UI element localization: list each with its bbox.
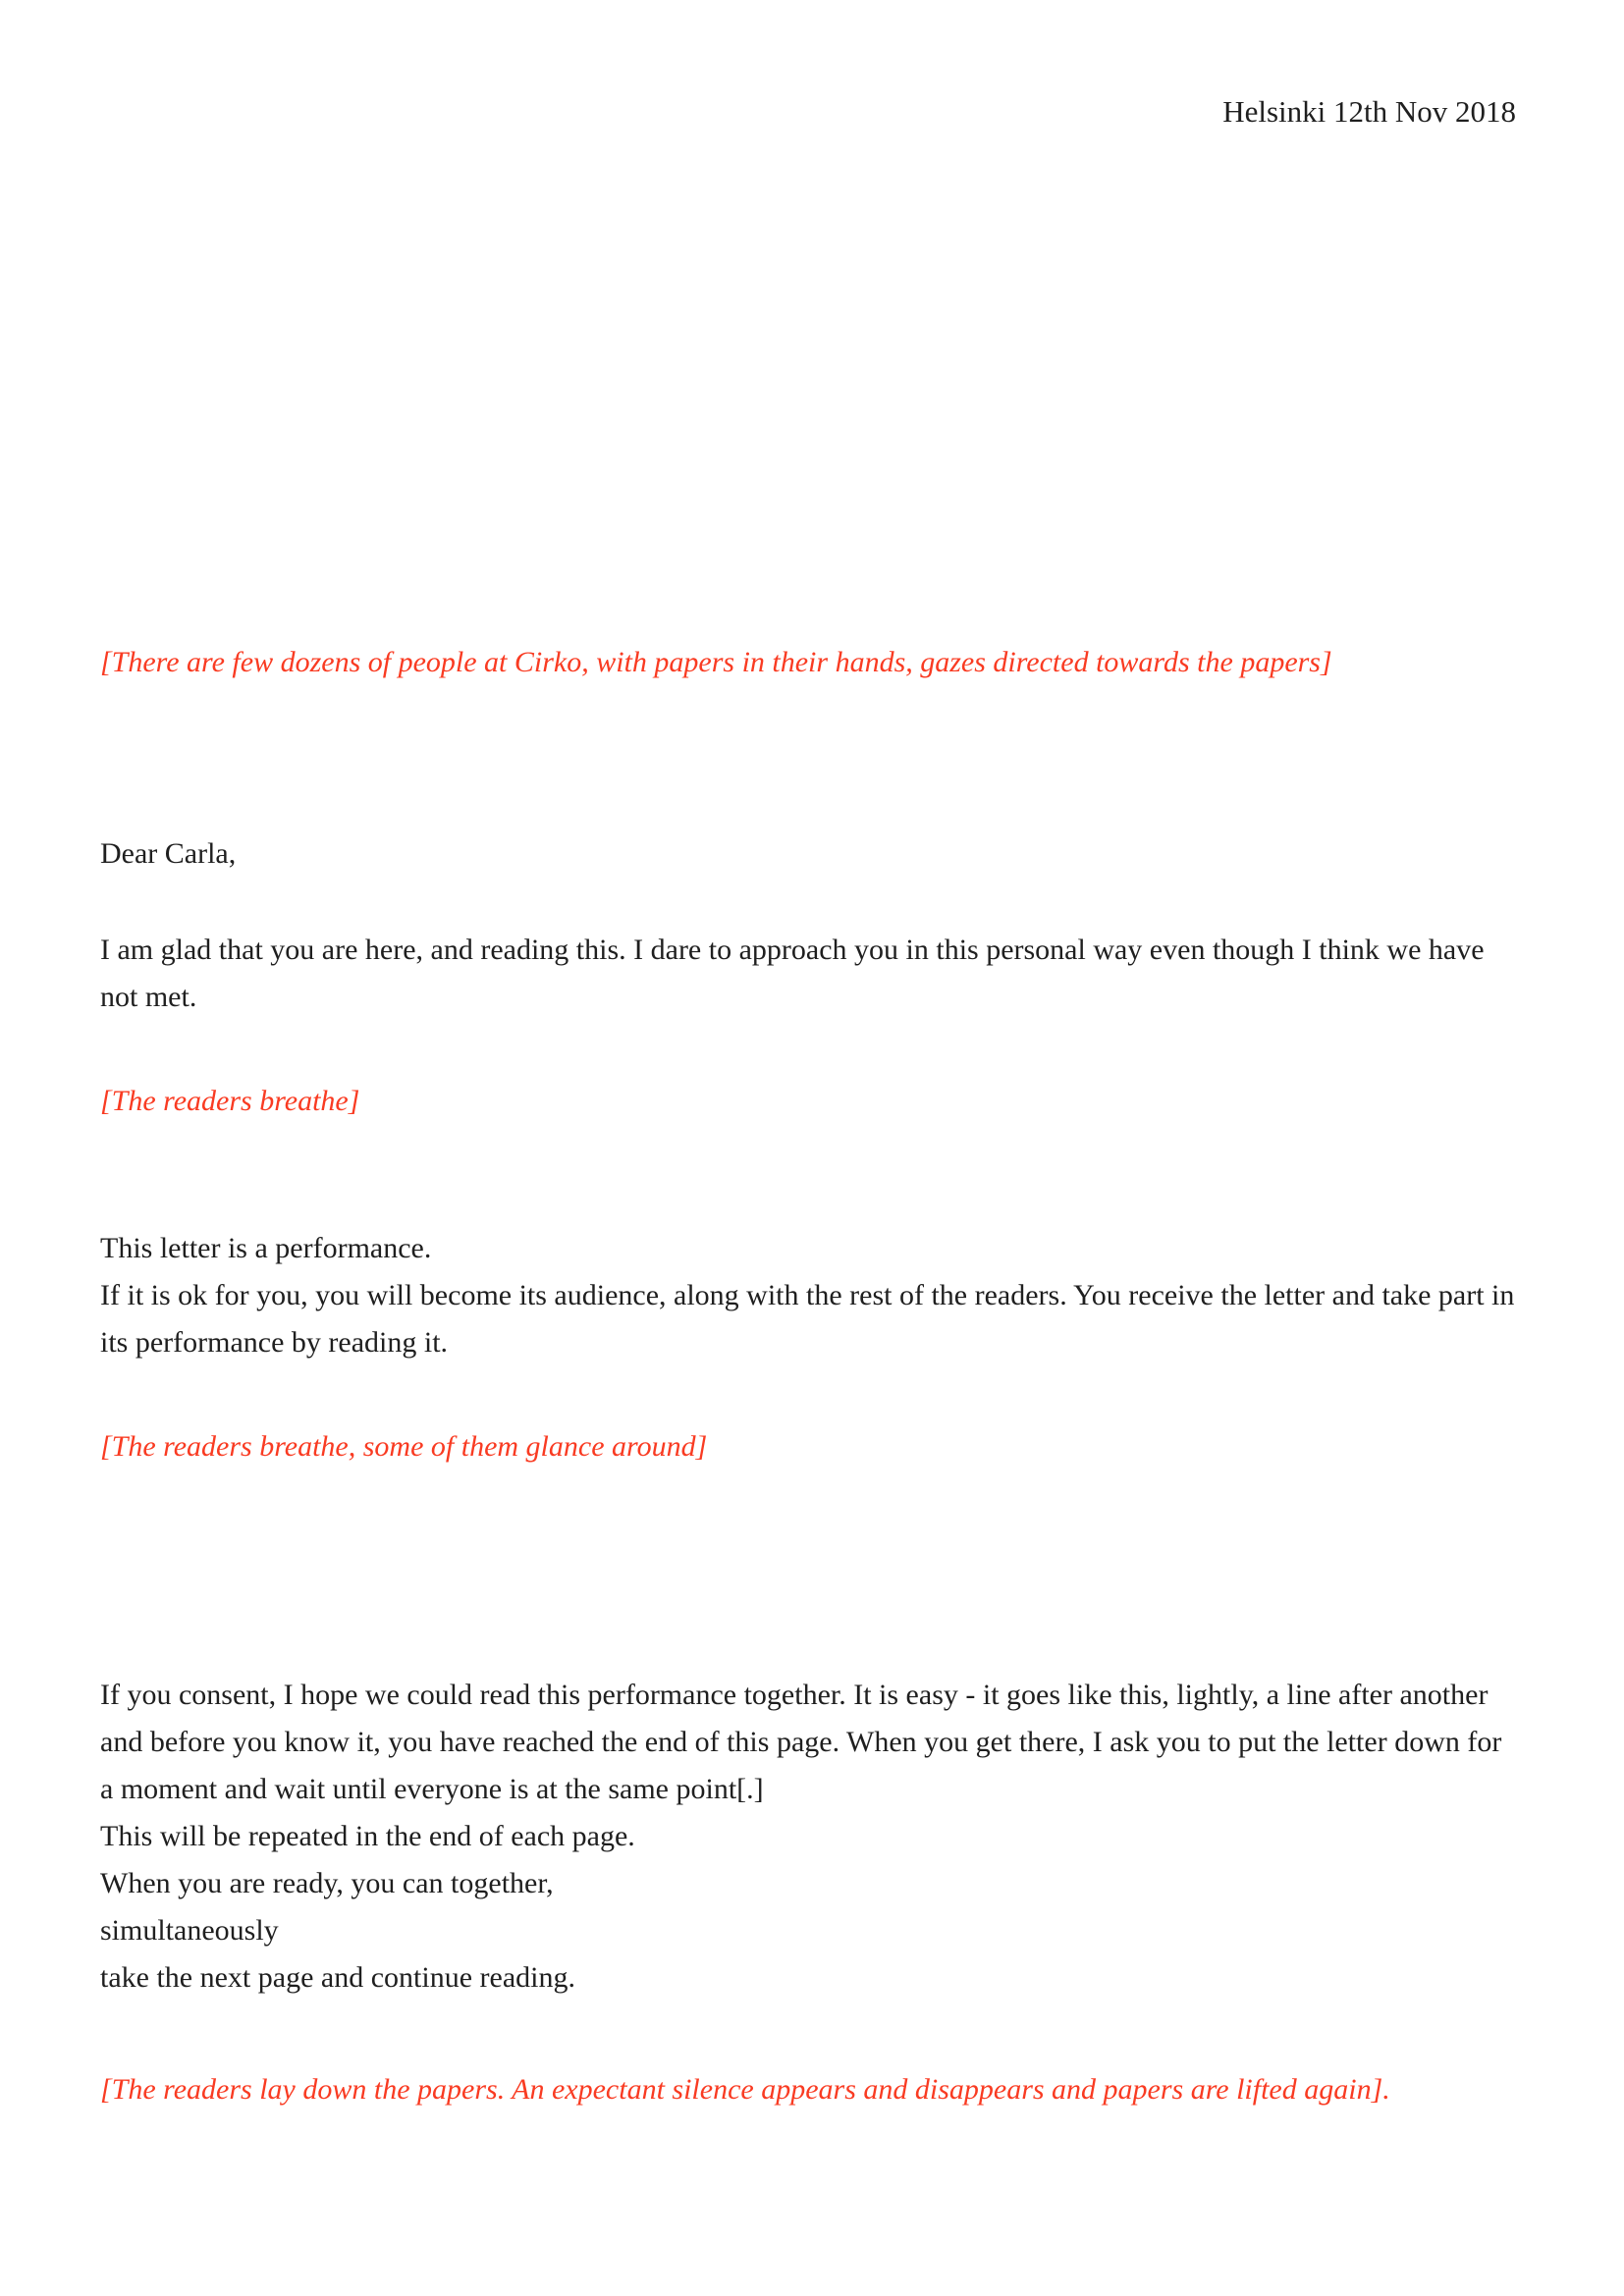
- salutation: Dear Carla,: [100, 837, 237, 870]
- paragraph-reading-instructions: [100, 1672, 1516, 2002]
- stage-direction-opening: [There are few dozens of people at Cirko, with papers in their hands, gazes directed towards the papers]: [100, 646, 1332, 678]
- paragraph-reading-instructions-line-4: simultaneously: [100, 1914, 279, 1947]
- stage-direction-readers-breathe: [The readers breathe]: [100, 1085, 360, 1117]
- paragraph-letter-is-performance-line-1: This letter is a performance.: [100, 1232, 432, 1264]
- paragraph-letter-is-performance: [100, 1225, 1516, 1366]
- stage-direction-lay-down-papers: [The readers lay down the papers. An expectant silence appears and disappears and papers are lifted again].: [100, 2073, 1390, 2106]
- paragraph-reading-instructions-line-1: If you consent, I hope we could read this performance together. It is easy - it goes like this, lightly, a line after another and before you know it, you have reached the end of this page. When you get there, I ask you to put the letter down for a moment and wait until everyone is at the same point[.]: [100, 1679, 1502, 1805]
- dateline: Helsinki 12th Nov 2018: [1222, 94, 1516, 129]
- paragraph-reading-instructions-line-5: take the next page and continue reading.: [100, 1961, 575, 1994]
- stage-direction-glance-around: [The readers breathe, some of them glance around]: [100, 1430, 708, 1463]
- paragraph-glad-you-are-here: I am glad that you are here, and reading this. I dare to approach you in this personal way even though I think we have not met.: [100, 934, 1485, 1013]
- paragraph-reading-instructions-line-3: When you are ready, you can together,: [100, 1867, 554, 1899]
- paragraph-reading-instructions-line-2: This will be repeated in the end of each page.: [100, 1820, 635, 1852]
- paragraph-letter-is-performance-line-2: If it is ok for you, you will become its audience, along with the rest of the readers. You receive the letter and take part in its performance by reading it.: [100, 1279, 1515, 1359]
